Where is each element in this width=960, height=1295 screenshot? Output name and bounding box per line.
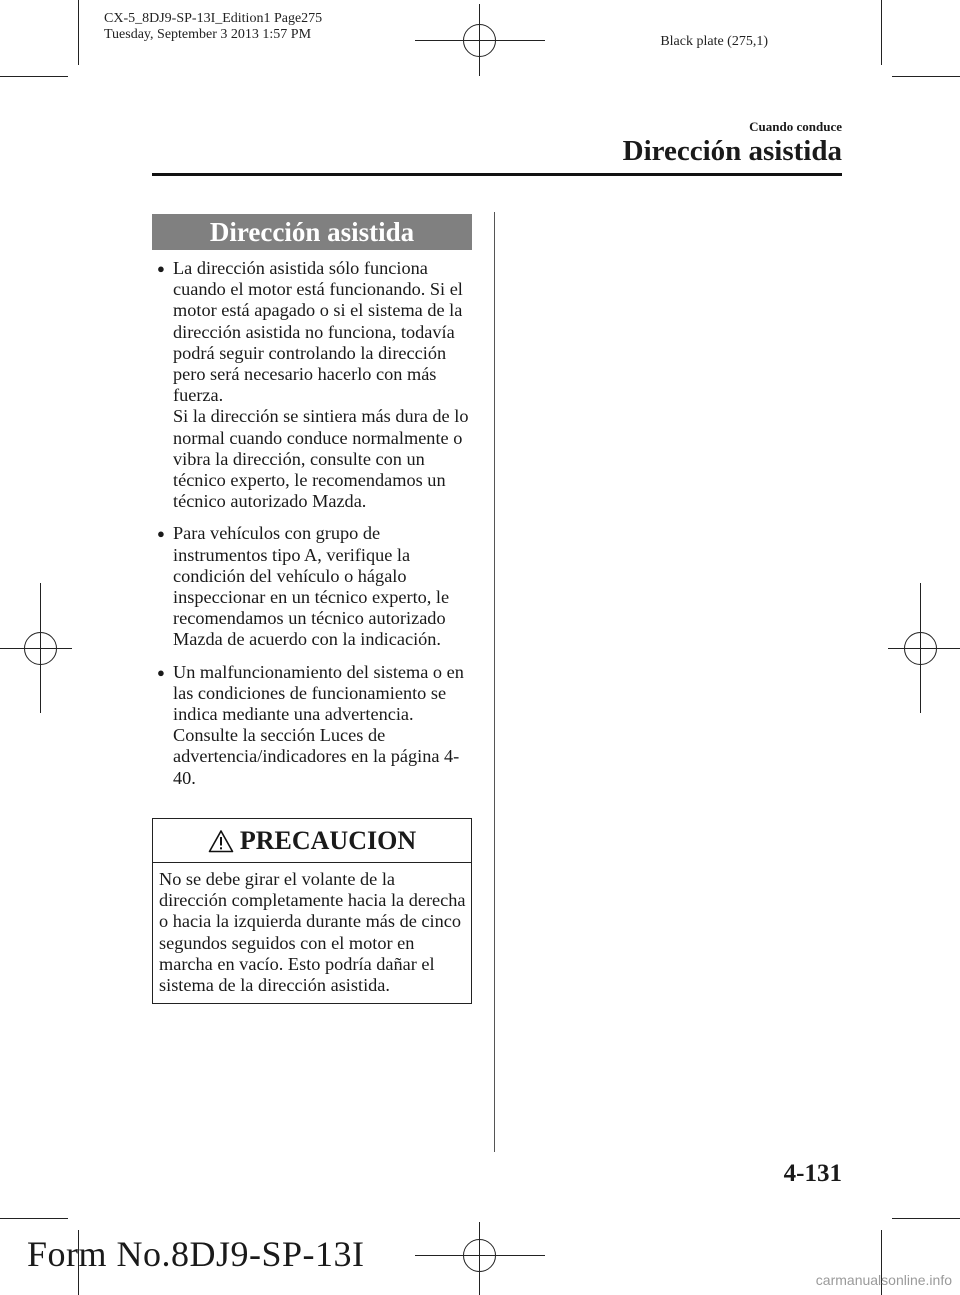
warning-triangle-icon (208, 829, 234, 853)
caution-title: PRECAUCION (239, 825, 417, 855)
bullet-text: Para vehículos con grupo de instrumentos tipo A, verifique la condición del vehículo o hágalo inspeccionar en un técnico experto, le recomendamos un técnico autorizado Mazda de acuerdo con la indicación. (173, 523, 450, 650)
header-rule (152, 173, 842, 176)
caution-text: No se debe girar el volante de la dirección completamente hacia la derecha o hacia la izquierda durante más de cinco segundos seguidos con el motor en marcha en vacío. Esto podría dañar el sistema de la dirección asistida. (159, 869, 466, 996)
print-imprint (104, 11, 322, 43)
bullet-icon: ● (157, 664, 165, 680)
imprint-date-line: Tuesday, September 3 2013 1:57 PM (104, 27, 312, 42)
form-number: Form No.8DJ9-SP-13I (27, 1234, 365, 1274)
column-divider (494, 212, 495, 1152)
bullet-text: La dirección asistida sólo funciona cuando el motor está funcionando. Si el motor está apagado o si el sistema de la dirección asistida no funciona, todavía podrá seguir controlando la dirección pero será necesario hacerlo con más fuerza. (173, 258, 463, 406)
section-banner: Dirección asistida (152, 214, 472, 250)
caution-box (152, 818, 472, 1004)
bullet-text: Si la dirección se sintiera más dura de lo normal cuando conduce normalmente o vibra la dirección, consulte con un técnico experto, le recomendamos un técnico autorizado Mazda. (173, 406, 469, 512)
bullet-list (152, 258, 472, 800)
page-number: 4-131 (783, 1160, 842, 1187)
bullet-icon: ● (157, 526, 165, 542)
page-title: Dirección asistida (622, 135, 842, 167)
plate-label: Black plate (275,1) (660, 34, 768, 49)
bullet-icon: ● (157, 261, 165, 276)
bullet-text: Un malfuncionamiento del sistema o en las condiciones de funcionamiento se indica mediante una advertencia. Consulte la sección Luces de advertencia/indicadores en la página 4-40. (173, 661, 464, 788)
section-label: Cuando conduce (749, 119, 842, 134)
caution-header (153, 819, 471, 863)
bullet-item (152, 258, 472, 512)
bullet-item (152, 662, 472, 789)
watermark: carmanualsonline.info (815, 1272, 952, 1288)
imprint-file-line: CX-5_8DJ9-SP-13I_Edition1 Page275 (104, 11, 323, 26)
bullet-item (152, 523, 472, 650)
